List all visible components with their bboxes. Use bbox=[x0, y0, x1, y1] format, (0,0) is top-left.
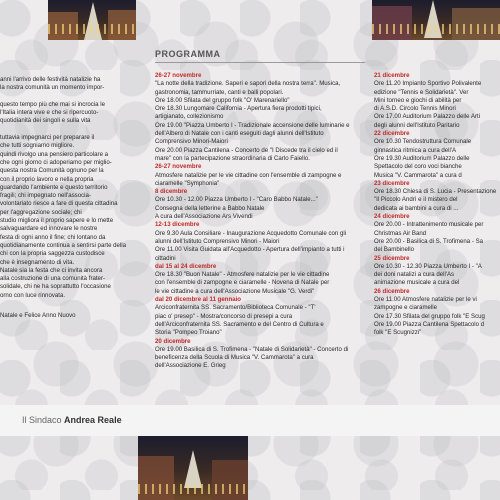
event-line: piac o' presep" - Mostra/concorso di presepi a cura bbox=[155, 312, 293, 320]
event-date: 26-27 novembre bbox=[155, 163, 202, 171]
event-date: dal 15 al 24 dicembre bbox=[155, 262, 217, 270]
letter-line: che ogni giorno ci adoperiamo per miglio- bbox=[0, 158, 112, 166]
event-line: Ore 18.30 "Buon Natale" - Atmosfere natalizie per le vie cittadine bbox=[155, 271, 330, 279]
event-line: folk "E Scugnizzi" bbox=[374, 329, 422, 337]
letter-line: la nostra comunità un momento impor- bbox=[0, 84, 105, 92]
letter-line: quotidianità dei singoli e sulla vita bbox=[0, 117, 91, 125]
event-line: Comprensivo Minori-Maiori bbox=[155, 138, 228, 146]
event-line: Ore 20.00 - Intrattenimento musicale per bbox=[374, 221, 484, 229]
christmas-square-photo-top-right bbox=[372, 0, 500, 40]
event-line: gastronomia, tammurriate, canti e balli popolari. bbox=[155, 88, 284, 96]
event-line: Musica "V. Cammarota" a cura d bbox=[374, 171, 462, 179]
letter-line: alla costruzione di una comunità frater- bbox=[0, 275, 106, 283]
program-column-right bbox=[374, 72, 500, 338]
letter-line: quotidianamente continua a sentirsi parte della bbox=[0, 241, 127, 249]
event-line: Ore 19.00 Piazza Cantilena Spettacolo d bbox=[374, 320, 485, 328]
event-line: cittadini bbox=[155, 254, 176, 262]
event-line: alunni dell'Istituto Comprensivo Minori - Maiori bbox=[155, 237, 280, 245]
event-line: Ore 18.30 Lungomare California - Apertura fiera prodotti tipici, bbox=[155, 105, 322, 113]
letter-closing: Natale e Felice Anno Nuovo bbox=[0, 312, 76, 320]
event-date: 25 dicembre bbox=[374, 254, 410, 262]
event-line: Storia "Pompeo Troiano" bbox=[155, 329, 222, 337]
event-line: "Il Piccolo Andrì e il mistero del bbox=[374, 196, 458, 204]
letter-line: che tutti sogniamo migliore. bbox=[0, 142, 75, 150]
letter-line: orno con luce rinnovata. bbox=[0, 291, 66, 299]
event-line: beneficenza della Scuola di Musica "V. Cammarota" a cura bbox=[155, 354, 314, 362]
event-line: Ore 17.00 Auditorium Palazzo delle Arti bbox=[374, 113, 481, 121]
event-line: dei doni natalizi a cura dell'As bbox=[374, 271, 455, 279]
letter-line: solidale, chi ne ha soprattutto l'occasione bbox=[0, 283, 111, 291]
event-line: Christmas Air Band bbox=[374, 229, 427, 237]
event-line: di A.S.D. Circolo Tennis Minori bbox=[374, 105, 456, 113]
event-line: Ore 10.30 - 12.30 Piazza Umberto I - "A bbox=[374, 262, 482, 270]
letter-line: anni l'arrivo delle festività natalizie ha bbox=[0, 76, 101, 83]
letter-line: Natale sia la festa che ci invita ancora bbox=[0, 266, 103, 274]
event-line: zampogne e ciaramelle bbox=[374, 304, 438, 312]
event-line: Ore 11.00 Visita Guidata all'Acquedotto - Apertura dell'impianto a tutti i bbox=[155, 246, 345, 254]
event-line: Ore 18.30 Chiesa di S. Lucia - Presentazione bbox=[374, 188, 497, 196]
event-date: 12-13 dicembre bbox=[155, 221, 200, 229]
letter-line: studio migliora il proprio sapere e lo mette bbox=[0, 217, 114, 225]
event-date: 8 dicembre bbox=[155, 188, 188, 196]
event-date: 26 dicembre bbox=[374, 287, 410, 295]
event-line: artigianato, collezionismo bbox=[155, 113, 224, 121]
event-line: ciaramelle "Symphonia" bbox=[155, 179, 220, 187]
heading-divider bbox=[155, 62, 365, 63]
event-line: con l'ensemble di zampogne e ciaramelle - Novena di Natale per bbox=[155, 279, 330, 287]
event-line: dedicata ai bambini a cura di ... bbox=[374, 204, 459, 212]
event-line: edizione "Tennis e Solidarietà". Ver bbox=[374, 88, 469, 96]
event-line: ginnastica ritmica a cura dell'A bbox=[374, 146, 457, 154]
event-line: Atmosfere natalizie per le vie cittadine con l'ensemble di zampogne e bbox=[155, 171, 342, 179]
event-line: del Bambinello bbox=[374, 246, 414, 254]
letter-line: che è insegnamento di vita. bbox=[0, 258, 75, 266]
christmas-tree-photo-top-left bbox=[48, 0, 136, 40]
letter-line: volontariato riesce a fare di questa cittadina bbox=[0, 200, 118, 208]
letter-line: festa di ogni anno il fine; chi lontano da bbox=[0, 233, 106, 241]
event-line: Mini torneo e giochi di abilità per bbox=[374, 96, 462, 104]
letter-line: guardando l'ambiente e questo territorio bbox=[0, 183, 108, 191]
event-line: mare" con la partecipazione straordinaria di Carlo Faiello. bbox=[155, 154, 310, 162]
letter-line: questa nostra Comunità ognuno per la bbox=[0, 167, 104, 175]
letter-line: fragili; chi impegnato nell'associa- bbox=[0, 192, 91, 200]
letter-line bbox=[0, 126, 148, 134]
event-line: Ore 19.00 Basilica di S. Trofimena - "Natale di Solidarietà" - Concerto di bbox=[155, 345, 349, 353]
event-line: Consegna della letterine a Babbo Natale bbox=[155, 204, 265, 212]
event-date: 22 dicembre bbox=[374, 130, 410, 138]
event-date: 20 dicembre bbox=[155, 337, 191, 345]
letter-line: per l'aggregazione sociale; chi bbox=[0, 208, 82, 216]
signature-name: Andrea Reale bbox=[64, 415, 122, 425]
program-column-middle bbox=[155, 72, 365, 371]
letter-line: tuttavia impegnarci per preparare il bbox=[0, 134, 95, 142]
event-line: Ore 18.00 Sfilata del gruppo folk "O' Marenariello" bbox=[155, 96, 290, 104]
letter-line: l'Italia intera vive e che si ripercuoto- bbox=[0, 109, 99, 117]
event-line: dell'Arciconfraternita SS. Sacramento e del Centro di Cultura e bbox=[155, 320, 324, 328]
event-date: 26-27 novembre bbox=[155, 72, 202, 79]
event-date: 21 dicembre bbox=[374, 72, 410, 79]
program-heading: PROGRAMMA bbox=[155, 49, 221, 59]
event-line: Ore 20.00 Piazza Cantilena - Concerto de "I Discede tra il cielo ed il bbox=[155, 146, 338, 154]
event-line: animazione musicale a cura del bbox=[374, 279, 460, 287]
mayor-signature bbox=[22, 415, 122, 425]
event-date: dal 20 dicembre al 11 gennaio bbox=[155, 296, 242, 304]
letter-line bbox=[0, 93, 148, 101]
letter-line: questo tempo più che mai si incrocia le bbox=[0, 100, 106, 108]
event-line: Ore 19.00 "Piazza Umberto I - Tradizionale accensione delle luminarie e bbox=[155, 121, 350, 129]
signature-prefix: Il Sindaco bbox=[22, 415, 62, 425]
event-line: Ore 10.30 Tendostruttura Comunale bbox=[374, 138, 472, 146]
event-line: Ore 20.00 - Basilica di S. Trofimena - Sa bbox=[374, 237, 484, 245]
letter-line: salvaguardare ed innovare le nostre bbox=[0, 225, 98, 233]
letter-line: chi con la propria saggezza custodisce bbox=[0, 250, 105, 258]
event-line: Ore 17.30 Sfilata del gruppo folk "E Scug bbox=[374, 312, 485, 320]
event-date: 23 dicembre bbox=[374, 179, 410, 187]
event-line: Arciconfraternita SS. Sacramento/Biblioteca Comunale - "T' bbox=[155, 304, 316, 312]
event-line: "La notte della tradizione. Saperi e sapori della nostra terra". Musica, bbox=[155, 80, 341, 88]
mayor-letter bbox=[0, 76, 148, 320]
christmas-tree-photo-bottom bbox=[138, 436, 248, 500]
event-line: dell'Associazione E. Grieg bbox=[155, 362, 226, 370]
event-line: Ore 9.30 Aula Consiliare - Inaugurazione Acquedotto Comunale con gli bbox=[155, 229, 347, 237]
event-line: Spettacolo del coro voci bianche bbox=[374, 163, 462, 171]
event-line: degli alunni dell'Istituto Paritario bbox=[374, 121, 460, 129]
letter-line: con il proprio lavoro e nella propria bbox=[0, 175, 94, 183]
event-line: Ore 11.00 Atmosfere natalizie per le vi bbox=[374, 296, 477, 304]
event-line: dell'Albero di Natale con i canti eseguiti dagli alunni dell'Istituto bbox=[155, 130, 324, 138]
event-line: Ore 11.20 Impianto Sportivo Polivalente bbox=[374, 80, 482, 88]
letter-line: quindi rivolgo una pensiero particolare a bbox=[0, 150, 109, 158]
event-line: A cura dell'Associazione Ars Vivendi bbox=[155, 213, 253, 221]
event-date: 24 dicembre bbox=[374, 213, 410, 221]
event-line: Ore 10.30 - 12.00 Piazza Umberto I - "Caro Babbo Natale..." bbox=[155, 196, 318, 204]
event-line: Ore 19.30 Auditorium Palazzo delle bbox=[374, 154, 470, 162]
event-line: le vie cittadine a cura dell'Associazione Musicale "G. Verdi" bbox=[155, 287, 315, 295]
